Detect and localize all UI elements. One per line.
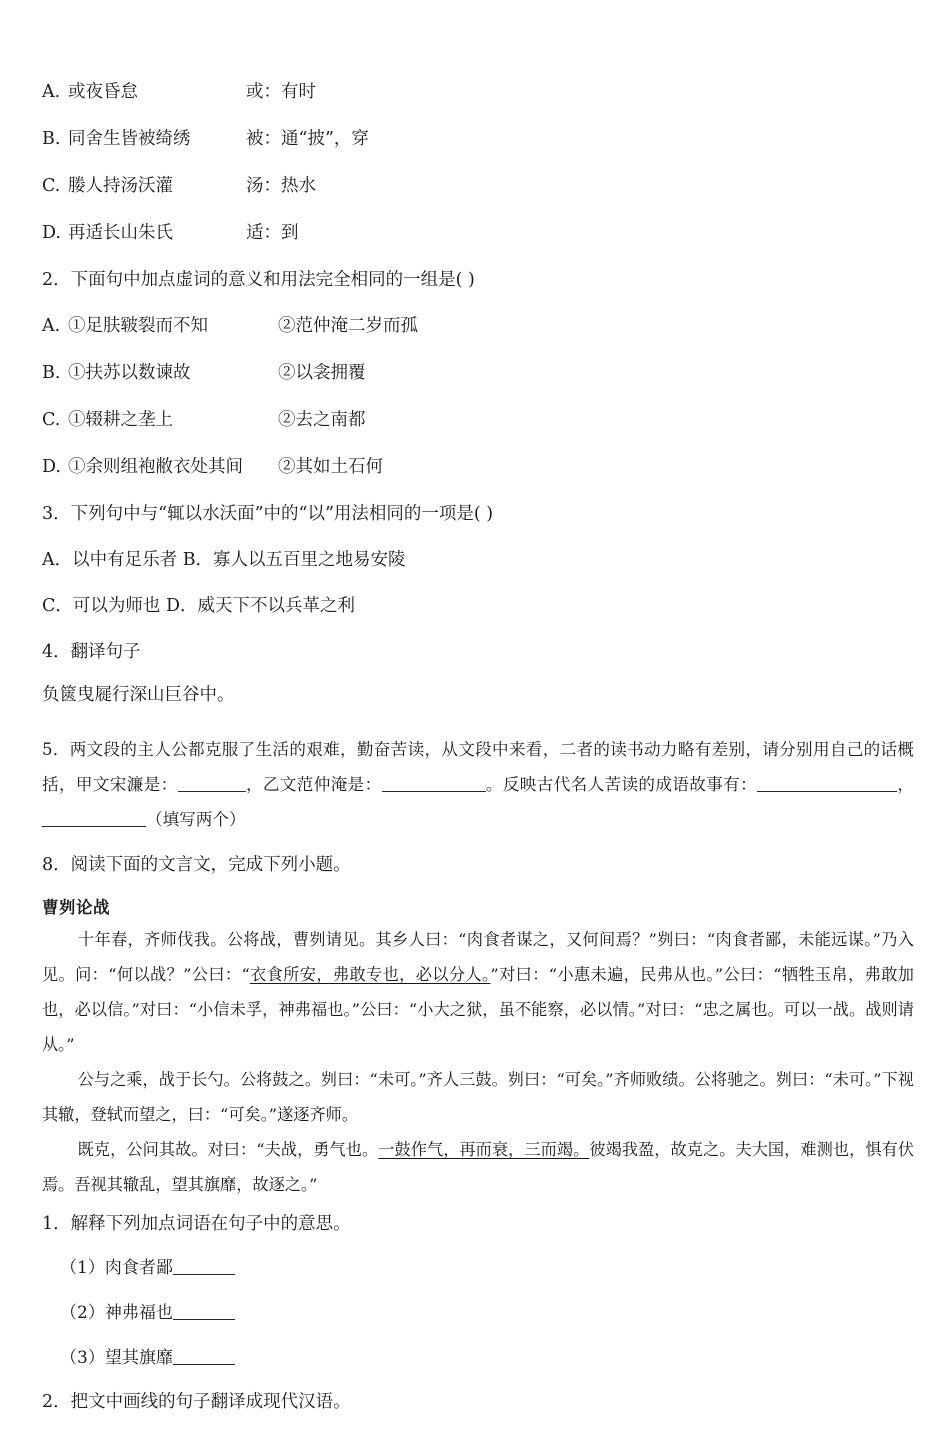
- q1-option-c-text: 媵人持汤沃灌: [68, 176, 173, 196]
- q3-options-row-2[interactable]: C．可以为师也 D．威天下不以兵革之利: [42, 596, 355, 616]
- q8-paragraph-3: [42, 1132, 914, 1202]
- q3-options-row-1[interactable]: A．以中有足乐者 B．寡人以五百里之地易安陵: [42, 550, 406, 570]
- q2-option-b-first: ①扶苏以数谏故: [68, 363, 191, 383]
- q8-p3-part-b: 彼竭我盈，故克之。夫大国，难测也，惧有伏焉。吾视其辙乱，望其旗靡，故逐之。”: [42, 1140, 915, 1194]
- q8-p1-underlined-sentence: 衣食所安，弗敢专也，必以分人。: [249, 965, 491, 984]
- q5-blank-fanzhongyan[interactable]: [382, 774, 486, 792]
- q2-option-c-second: ②去之南都: [278, 410, 366, 430]
- q8-paragraph-1: [42, 922, 914, 1062]
- q2-option-b-second: ②以衾拥覆: [278, 363, 366, 383]
- q1-option-b-text: 同舍生皆被绮绣: [68, 129, 191, 149]
- q8-sub1-item-1-text: （1）肉食者鄙: [60, 1258, 173, 1278]
- q1-option-c[interactable]: [42, 172, 914, 197]
- q5-part3: （填写两个）: [146, 810, 246, 829]
- q8-sub2-stem: 2．把文中画线的句子翻译成现代汉语。: [42, 1392, 351, 1412]
- q8-sub1-item-3-text: （3）望其旗靡: [60, 1348, 173, 1368]
- q8-sub1-item-2-blank[interactable]: [173, 1302, 235, 1320]
- q8-p2-text: 公与之乘，战于长勺。公将鼓之。刿曰：“未可。”齐人三鼓。刿曰：“可矣。”齐师败绩。公将驰之。刿曰：“未可。”下视其辙，登轼而望之，曰：“可矣。”遂逐齐师。: [42, 1070, 914, 1124]
- q2-stem: 2．下面句中加点虚词的意义和用法完全相同的一组是( ): [42, 270, 475, 290]
- q2-options-list: [42, 312, 914, 478]
- q8-stem: 8．阅读下面的文言文，完成下列小题。: [42, 855, 351, 875]
- q8-sub1-item-1-blank[interactable]: [173, 1257, 235, 1275]
- q4-stem: 4．翻译句子: [42, 642, 141, 662]
- q1-options-list: [42, 78, 914, 244]
- q5-part1: 5．两文段的主人公都克服了生活的艰难，勤奋苦读，从文段中来看，二者的读书动力略有差别，请分别用自己的话: [42, 740, 898, 759]
- q5-part2-a: 概括，甲文宋濂是：: [42, 740, 914, 794]
- q2-option-a-first: ①足肤皲裂而不知: [68, 316, 208, 336]
- q8-sub1-item-1: [60, 1253, 914, 1278]
- q2-option-d-first: ①余则组袍敝衣处其间: [68, 457, 243, 477]
- q5-part2-c: 。反映古代名人苦读的成语故事有：: [485, 775, 758, 794]
- q5-part2-d: ，: [897, 775, 915, 794]
- q2-option-a[interactable]: [42, 312, 914, 337]
- q8-sub1-item-2-text: （2）神弗福也: [60, 1303, 173, 1323]
- q1-option-a[interactable]: [42, 78, 914, 103]
- q5-blank-idiom-1[interactable]: [757, 774, 897, 792]
- q1-option-d-text: 再适长山朱氏: [68, 223, 173, 243]
- q1-option-b-gloss: 被：通“披”，穿: [246, 129, 369, 149]
- q1-option-a-text: 或夜昏怠: [68, 82, 138, 102]
- q2-option-c-letter: C.: [42, 410, 61, 430]
- q8-p1-part-b: ”对曰：“小惠未遍，民弗从也。”公曰：“牺牲玉帛，弗敢加也，必以信。”对曰：“小信未孚，神弗福也。”公曰：“小大之狱，虽不能察，必以情。”对曰：“忠之属也。可以一战。战则请从。”: [42, 965, 914, 1054]
- q5-blank-songlian[interactable]: [178, 774, 246, 792]
- q5-blank-idiom-2[interactable]: [42, 809, 146, 827]
- q5-block: [42, 732, 914, 837]
- q5-part2-b: ，乙文范仲淹是：: [245, 775, 382, 794]
- q1-option-d[interactable]: [42, 219, 914, 244]
- q2-option-a-second: ②范仲淹二岁而孤: [278, 316, 418, 336]
- q2-option-d-letter: D.: [42, 457, 61, 477]
- q8-p3-underlined-sentence: 一鼓作气，再而衰，三而竭。: [378, 1140, 590, 1159]
- q1-option-d-gloss: 适：到: [246, 223, 299, 243]
- q1-option-b[interactable]: [42, 125, 914, 150]
- q8-passage-title: 曹刿论战: [42, 898, 110, 917]
- q8-paragraph-2: [42, 1062, 914, 1132]
- q8-sub1-item-2: [60, 1298, 914, 1323]
- q1-option-a-gloss: 或：有时: [246, 82, 316, 102]
- q2-option-d[interactable]: [42, 453, 914, 478]
- q8-p3-part-a: 既克，公问其故。对曰：“夫战，勇气也。: [77, 1140, 379, 1159]
- q2-option-b[interactable]: [42, 359, 914, 384]
- q2-option-c-first: ①辍耕之垄上: [68, 410, 173, 430]
- q2-option-c[interactable]: [42, 406, 914, 431]
- q2-option-b-letter: B.: [42, 363, 61, 383]
- q3-stem: 3．下列句中与“辄以水沃面”中的“以”用法相同的一项是( ): [42, 504, 494, 524]
- q1-option-b-letter: B.: [42, 129, 61, 149]
- q1-option-d-letter: D.: [42, 223, 61, 243]
- q2-option-a-letter: A.: [42, 316, 61, 336]
- q1-option-c-letter: C.: [42, 176, 61, 196]
- q8-sub1-item-3: [60, 1343, 914, 1368]
- q8-sub1-item-3-blank[interactable]: [173, 1347, 235, 1365]
- q8-sub1-stem: 1．解释下列加点词语在句子中的意思。: [42, 1214, 351, 1234]
- q2-option-d-second: ②其如土石何: [278, 457, 383, 477]
- page-content: [42, 78, 914, 1431]
- q1-option-c-gloss: 汤：热水: [246, 176, 316, 196]
- q4-sentence: 负篋曳屣行深山巨谷中。: [42, 685, 235, 705]
- q8-p1-part-a: 十年春，齐师伐我。公将战，曹刿请见。其乡人曰：“肉食者谋之，又何间焉？”刿曰：“肉食者鄙，未能远谋。”乃入见。问：“何以战？”公曰：“: [42, 930, 914, 984]
- q1-option-a-letter: A.: [42, 82, 61, 102]
